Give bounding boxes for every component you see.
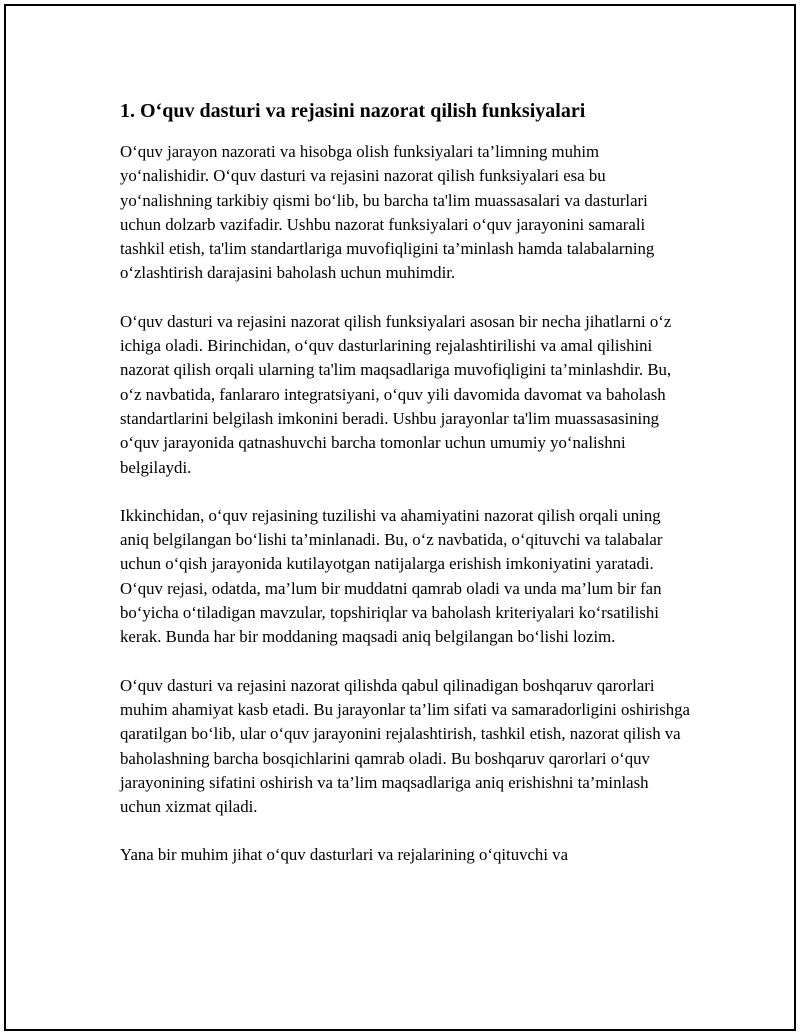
document-page <box>4 4 796 1031</box>
section-heading: 1. O‘quv dasturi va rejasini nazorat qilish funksiyalari <box>120 100 586 122</box>
paragraph: O‘quv jarayon nazorati va hisobga olish funksiyalari ta’limning muhim yo‘nalishidir. O‘quv dasturi va rejasini nazorat qilish funksiyalari esa bu yo‘nalishning tarkibiy qismi bo‘lib, bu barcha ta'lim muassasalari va dasturlari uchun dolzarb vazifadir. Ushbu nazorat funksiyalari o‘quv jarayonini samarali tashkil etish, ta'lim standartlariga muvofiqligini ta’minlash hamda talabalarning o‘zlashtirish darajasini baholash uchun muhimdir. <box>120 142 655 283</box>
document-body <box>120 98 690 892</box>
paragraph: O‘quv dasturi va rejasini nazorat qilishda qabul qilinadigan boshqaruv qarorlari muhim ahamiyat kasb etadi. Bu jarayonlar ta’lim sifati va samaradorligini oshirishga qaratilgan bo‘lib, ular o‘quv jarayonini rejalashtirish, tashkil etish, nazorat qilish va baholashning barcha bosqichlarini qamrab oladi. Bu boshqaruv qarorlari o‘quv jarayonining sifatini oshirish va ta’lim maqsadlariga aniq erishishni ta’minlash uchun xizmat qiladi. <box>120 675 690 817</box>
paragraph: Ikkinchidan, o‘quv rejasining tuzilishi va ahamiyatini nazorat qilish orqali uning aniq belgilangan bo‘lishi ta’minlanadi. Bu, o‘z navbatida, o‘qituvchi va talabalar uchun o‘qish jarayonida kutilayotgan natijalarga erishish imkoniyatini yaratadi. O‘quv rejasi, odatda, ma’lum bir muddatni qamrab oladi va unda ma’lum bir fan bo‘yicha o‘tiladigan mavzular, topshiriqlar va baholash kriteriyalari ko‘rsatilishi kerak. Bunda har bir moddaning maqsadi aniq belgilangan bo‘lishi lozim. <box>120 505 663 647</box>
paragraph: O‘quv dasturi va rejasini nazorat qilish funksiyalari asosan bir necha jihatlarni o‘z ichiga oladi. Birinchidan, o‘quv dasturlarining rejalashtirilishi va amal qilishini nazorat qilish orqali ularning ta'lim maqsadlariga muvofiqligini ta’minlashdir. Bu, o‘z navbatida, fanlararo integratsiyani, o‘quv yili davomida davomat va baholash standartlarini belgilash imkonini beradi. Ushbu jarayonlar ta'lim muassasasining o‘quv jarayonida qatnashuvchi barcha tomonlar uchun umumiy yo‘nalishni belgilaydi. <box>120 311 672 477</box>
paragraph: Yana bir muhim jihat o‘quv dasturlari va rejalarining o‘qituvchi va <box>120 845 569 865</box>
